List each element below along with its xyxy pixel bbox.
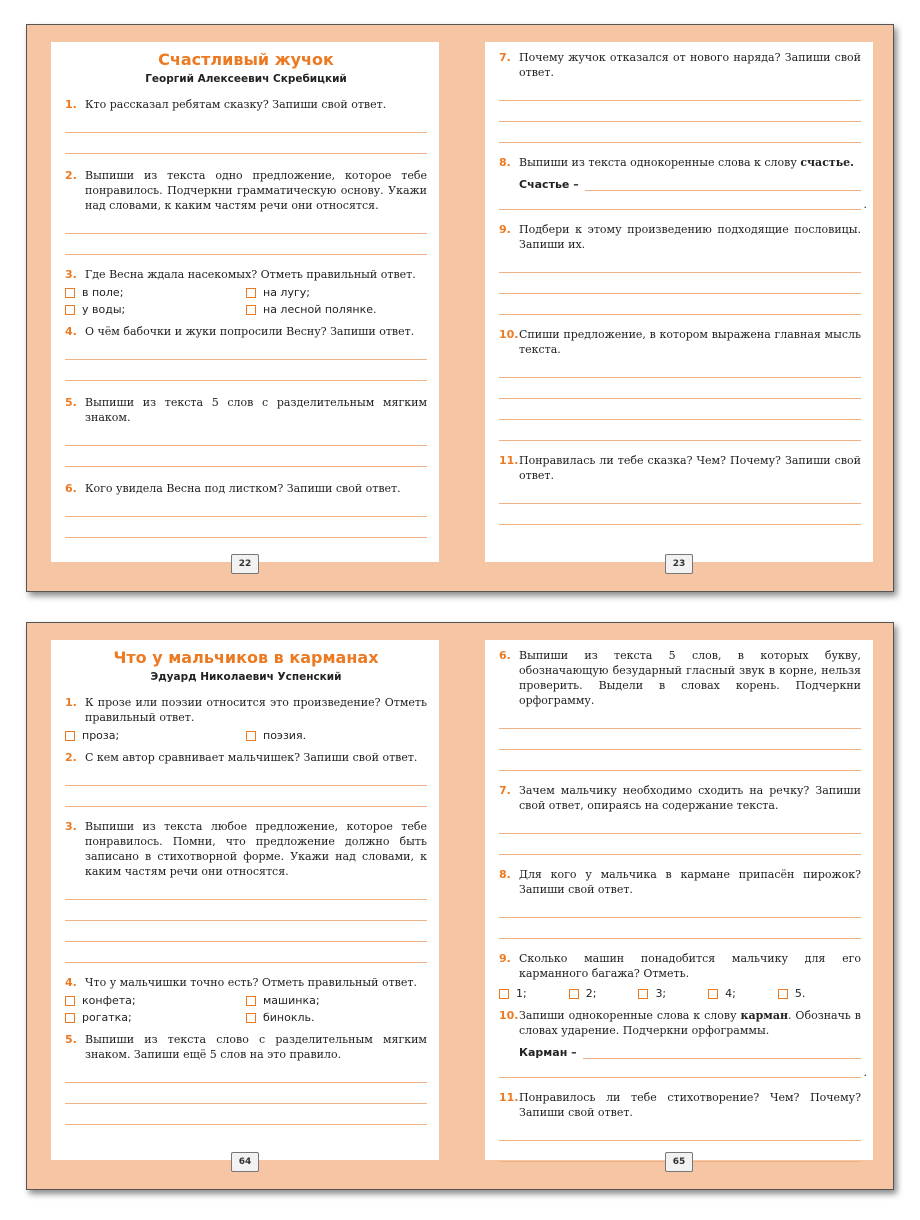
question-4 [65,975,427,990]
answer-line[interactable] [499,1120,861,1141]
book-icon: 23 [665,554,693,574]
answer-line[interactable] [65,112,427,133]
option-1[interactable] [499,985,527,1002]
question-4 [65,324,427,339]
answer-line[interactable] [499,191,861,210]
question-8 [499,155,861,170]
question-text: К прозе или поэзии относится это произведение? Отметь правильный ответ. [85,696,427,724]
question-text [519,1008,861,1038]
checkbox[interactable] [778,989,788,999]
question-text: Выпиши из текста любое предложение, которое тебе понравилось. Помни, что предложение должно быть записано в стихотворной форме. Укажи над словами, к каким частям речи они относятся. [85,820,427,878]
answer-options [65,727,427,744]
answer-line[interactable] [65,900,427,921]
question-2 [65,750,427,765]
option-label: бинокль. [263,1011,315,1024]
question-1 [65,695,427,725]
answer-line[interactable] [65,446,427,467]
question-7 [499,50,861,80]
question-11 [499,453,861,483]
page-22 [51,42,439,569]
answer-line[interactable] [499,378,861,399]
workbook-spread-2 [26,622,894,1190]
question-text: Понравилось ли тебе стихотворение? Чем? Почему? Запиши свой ответ. [519,1091,861,1119]
question-1 [65,97,427,112]
question-number: 11. [499,454,519,467]
answer-line[interactable] [65,425,427,446]
option-konfeta[interactable] [65,992,246,1009]
question-number: 6. [499,649,511,662]
page-number [231,554,259,574]
option-label: 1; [516,987,527,1000]
question-11 [499,1090,861,1120]
checkbox[interactable] [638,989,648,999]
option-v-pole[interactable] [65,284,246,301]
question-9 [499,951,861,981]
question-text-main: Запиши однокоренные слова к слову [519,1009,741,1022]
question-2 [65,168,427,213]
question-text: Кто рассказал ребятам сказку? Запиши свой ответ. [85,98,387,111]
answer-options [65,284,427,318]
question-number: 5. [65,396,77,409]
option-label: в поле; [82,286,124,299]
question-8 [499,867,861,897]
answer-line[interactable] [65,213,427,234]
answer-line[interactable] [499,294,861,315]
page-number [665,1152,693,1172]
answer-line[interactable] [65,133,427,154]
question-text: Для кого у мальчика в кармане припасён пирожок? Запиши свой ответ. [519,868,861,896]
checkbox[interactable] [65,1013,75,1023]
question-5 [65,395,427,425]
answer-line[interactable] [65,942,427,963]
option-label: поэзия. [263,729,307,742]
question-number: 4. [65,976,77,989]
answer-line[interactable] [499,1059,861,1078]
answer-line[interactable] [499,420,861,441]
story-title: Счастливый жучок [158,50,334,69]
checkbox[interactable] [499,989,509,999]
answer-line[interactable] [65,234,427,255]
answer-line[interactable] [499,813,861,834]
question-number: 1. [65,98,77,111]
option-na-lugu[interactable] [246,284,427,301]
checkbox[interactable] [246,996,256,1006]
option-label: рогатка; [82,1011,132,1024]
question-3 [65,267,427,282]
answer-line[interactable] [499,122,861,143]
question-number: 3. [65,820,77,833]
answer-line[interactable] [65,786,427,807]
answer-line[interactable] [65,360,427,381]
checkbox[interactable] [246,305,256,315]
answer-line[interactable] [65,921,427,942]
option-rogatka[interactable] [65,1009,246,1026]
question-text: Выпиши из текста слово с разделительным мягким знаком. Запиши ещё 5 слов на это правило. [85,1033,427,1061]
option-5[interactable] [778,985,806,1002]
answer-line[interactable] [499,504,861,525]
book-icon: 65 [665,1152,693,1172]
question-text-main: Выпиши из текста однокоренные слова к слову [519,156,801,169]
option-label: 2; [585,987,597,1000]
option-na-lesnoy-polyanke[interactable] [246,301,427,318]
fill-line[interactable] [585,176,861,191]
workbook-spread-1 [26,24,894,592]
option-3[interactable] [638,985,666,1002]
answer-line[interactable] [65,1083,427,1104]
author-name: Георгий Алексеевич Скребицкий [145,73,347,85]
question-number: 7. [499,51,511,64]
option-label: 4; [725,987,736,1000]
fill-in-karman [519,1044,861,1059]
question-number: 11. [499,1091,519,1104]
option-label: у воды; [82,303,126,316]
answer-line[interactable] [499,101,861,122]
question-3 [65,819,427,879]
option-binokl[interactable] [246,1009,427,1026]
book-icon: 64 [231,1152,259,1172]
answer-line[interactable] [65,1062,427,1083]
answer-line[interactable] [499,273,861,294]
question-number: 7. [499,784,511,797]
checkbox[interactable] [65,996,75,1006]
option-label: 3; [655,987,667,1000]
question-number: 6. [65,482,77,495]
author-name: Эдуард Николаевич Успенский [150,671,342,683]
answer-line[interactable] [65,1104,427,1125]
question-number: 2. [65,169,77,182]
fill-in-schastye [519,176,861,191]
answer-line[interactable] [65,765,427,786]
question-text: Где Весна ждала насекомых? Отметь правильный ответ. [85,268,416,281]
question-text: С кем автор сравнивает мальчишек? Запиши свой ответ. [85,751,418,764]
option-poeziya[interactable] [246,727,427,744]
question-number: 1. [65,696,77,709]
question-number: 5. [65,1033,77,1046]
question-5 [65,1032,427,1062]
answer-line[interactable] [499,897,861,918]
question-text: О чём бабочки и жуки попросили Весну? Запиши ответ. [85,325,415,338]
question-number: 10. [499,328,519,341]
page-65 [485,640,873,1167]
question-text: Зачем мальчику необходимо сходить на речку? Запиши свой ответ, опираясь на содержание текста. [519,784,861,812]
question-text: Спиши предложение, в котором выражена главная мысль текста. [519,328,861,356]
option-mashinka[interactable] [246,992,427,1009]
key-word: счастье. [800,156,854,169]
checkbox[interactable] [246,288,256,298]
question-text-rest: . Обозначь в словах ударение. Подчеркни орфограммы. [519,1009,861,1037]
question-text: Выпиши из текста 5 слов, в которых букву, обозначающую безударный гласный звук в корне, нельзя проверить. Выдели в словах корень. Подчеркни орфограмму. [519,649,861,707]
option-label: конфета; [82,994,136,1007]
checkbox[interactable] [65,731,75,741]
page-23 [485,42,873,569]
answer-options [65,992,427,1026]
option-proza[interactable] [65,727,246,744]
answer-line[interactable] [499,729,861,750]
answer-line[interactable] [499,918,861,939]
question-text: Сколько машин понадобится мальчику для его карманного багажа? Отметь. [519,952,861,980]
checkbox[interactable] [246,731,256,741]
question-number: 4. [65,325,77,338]
option-u-vody[interactable] [65,301,246,318]
option-2[interactable] [569,985,597,1002]
key-word: карман [740,1009,788,1022]
question-10 [499,327,861,357]
answer-line[interactable] [499,483,861,504]
question-text [519,155,861,170]
answer-line[interactable] [499,80,861,101]
checkbox[interactable] [65,305,75,315]
question-number: 10. [499,1009,519,1022]
question-7 [499,783,861,813]
answer-line[interactable] [65,879,427,900]
option-label: на лугу; [263,286,310,299]
question-text: Что у мальчишки точно есть? Отметь правильный ответ. [85,976,417,989]
page-number [665,554,693,574]
question-number: 3. [65,268,77,281]
question-number: 8. [499,868,511,881]
answer-options [499,985,861,1002]
fill-line[interactable] [583,1044,861,1059]
option-4[interactable] [708,985,736,1002]
checkbox[interactable] [708,989,718,999]
question-9 [499,222,861,252]
answer-line[interactable] [499,399,861,420]
question-number: 2. [65,751,77,764]
question-6 [65,481,427,496]
answer-line[interactable] [65,496,427,517]
option-label: на лесной полянке. [263,303,377,316]
question-6 [499,648,861,708]
answer-line[interactable] [499,834,861,855]
question-number: 9. [499,223,511,236]
answer-line[interactable] [65,339,427,360]
answer-line[interactable] [499,252,861,273]
question-text: Почему жучок отказался от нового наряда? Запиши свой ответ. [519,51,861,79]
question-number: 9. [499,952,511,965]
question-text: Выпиши из текста одно предложение, которое тебе понравилось. Подчеркни грамматическую основу. Укажи над словами, к каким частям речи они относятся. [85,169,427,212]
question-10 [499,1008,861,1038]
question-text: Выпиши из текста 5 слов с разделительным мягким знаком. [85,396,427,424]
checkbox[interactable] [569,989,579,999]
option-label: проза; [82,729,120,742]
option-label: 5. [794,987,806,1000]
checkbox[interactable] [65,288,75,298]
page-64 [51,640,439,1167]
answer-line[interactable] [499,708,861,729]
fill-label: Карман – [519,1046,577,1059]
answer-line[interactable] [65,517,427,538]
answer-line[interactable] [499,357,861,378]
question-number: 8. [499,156,511,169]
question-text: Понравилась ли тебе сказка? Чем? Почему? Запиши свой ответ. [519,454,861,482]
fill-label: Счастье – [519,178,579,191]
story-title: Что у мальчиков в карманах [113,648,379,667]
question-text: Кого увидела Весна под листком? Запиши свой ответ. [85,482,401,495]
page-number [231,1152,259,1172]
checkbox[interactable] [246,1013,256,1023]
option-label: машинка; [263,994,320,1007]
answer-line[interactable] [499,750,861,771]
book-icon: 22 [231,554,259,574]
question-text: Подбери к этому произведению подходящие пословицы. Запиши их. [519,223,861,251]
